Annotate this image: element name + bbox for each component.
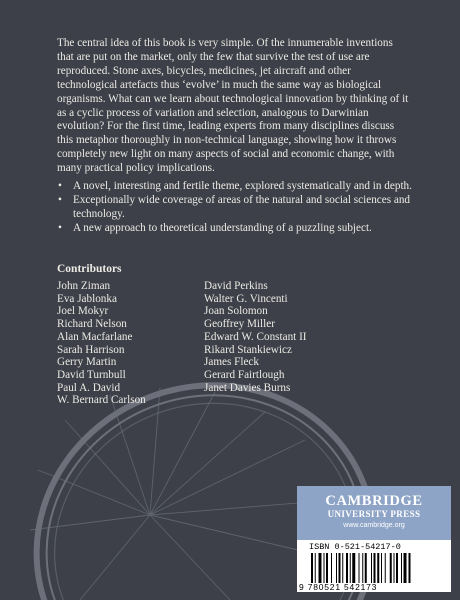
barcode-stripe (311, 553, 313, 583)
contributor-name: Edward W. Constant II (204, 330, 307, 343)
publisher-logo-block (297, 486, 451, 540)
list-item (57, 194, 417, 222)
barcode-stripe (365, 553, 367, 583)
contributor-name: Eva Jablonka (57, 292, 117, 305)
barcode-icon (311, 553, 439, 583)
barcode-stripe (371, 553, 372, 583)
barcode-stripe (401, 553, 402, 583)
contributor-name: Richard Nelson (57, 318, 127, 331)
barcode-stripe (409, 553, 411, 583)
contributor-name: James Fleck (204, 356, 259, 369)
contributor-name: W. Bernard Carlson (57, 394, 146, 407)
contributor-name: Gerry Martin (57, 356, 117, 369)
barcode-stripe (396, 553, 398, 583)
bullet-icon: • (58, 193, 62, 206)
contributor-name: Rikard Stankiewicz (204, 343, 292, 356)
isbn-label: ISBN 0-521-54217-0 (309, 542, 401, 552)
contributor-name: David Turnbull (57, 368, 126, 381)
barcode-stripe (326, 553, 328, 583)
barcode-stripe (381, 553, 382, 583)
contributor-name: Walter G. Vincenti (204, 292, 288, 305)
contributor-name: Alan Macfarlane (57, 330, 133, 343)
barcode-stripe (350, 553, 351, 583)
barcode-stripe (352, 553, 355, 583)
barcode-stripe (342, 553, 343, 583)
publisher-url: www.cambridge.org (343, 522, 405, 529)
bullet-icon: • (58, 180, 62, 192)
contributor-name: Geoffrey Miller (204, 318, 275, 331)
barcode-digits: 9 780521 542173 (299, 582, 378, 592)
contributors-list-right (204, 280, 307, 394)
contributor-name: Gerard Fairtlough (204, 368, 285, 381)
contributors-heading: Contributors (57, 263, 122, 275)
bullet-icon: • (58, 221, 62, 234)
contributor-name: David Perkins (204, 280, 268, 292)
contributor-name: Joel Mokyr (57, 305, 109, 318)
contributor-name: Sarah Harrison (57, 343, 125, 356)
feature-list (57, 180, 417, 236)
contributor-name: Janet Davies Burns (204, 381, 291, 394)
barcode-stripe (394, 553, 395, 583)
feature-text: A novel, interesting and fertile theme, explored systematically and in depth. (73, 180, 412, 192)
barcode-stripe (346, 553, 348, 583)
barcode-stripe (404, 553, 407, 583)
barcode-stripe (339, 553, 341, 583)
publisher-subtitle: UNIVERSITY PRESS (327, 509, 421, 519)
list-item (57, 180, 417, 194)
barcode-stripe (324, 553, 325, 583)
isbn-barcode-block (297, 540, 451, 592)
barcode-stripe (336, 553, 337, 583)
book-blurb: The central idea of this book is very simple. Of the innumerable inventions that are put on the market, only the few that survive the test of use are reproduced. Stone axes, bicycles, medicines, jet aircraft and other technological artefacts thus ‘evolve’ in much the same way as biological organisms. What can we learn about technological innovation by thinking of it as a cyclic process of variation and selection, analogous to Darwinian evolution? For the first time, leading experts from many disciplines discuss this metaphor thoroughly in non-technical language, showing how it throws completely new light on many aspects of social and economic change, with many practical policy implications. (57, 37, 409, 175)
barcode-stripe (319, 553, 322, 583)
publisher-name: CAMBRIDGE (325, 493, 423, 509)
contributor-name: John Ziman (57, 280, 111, 292)
barcode-stripe (331, 553, 332, 583)
barcode-stripe (359, 553, 360, 583)
barcode-stripe (390, 553, 392, 583)
contributor-name: Paul A. David (57, 381, 121, 394)
feature-text: A new approach to theoretical understanding of a puzzling subject. (73, 221, 372, 234)
barcode-stripe (377, 553, 379, 583)
barcode-stripe (315, 553, 316, 583)
feature-text: Exceptionally wide coverage of areas of the natural and social sciences and technology. (73, 193, 411, 220)
barcode-stripe (385, 553, 386, 583)
barcode-stripe (362, 553, 363, 583)
contributors-list-left (57, 280, 146, 407)
barcode-stripe (374, 553, 376, 583)
list-item (57, 222, 417, 236)
contributor-name: Joan Solomon (204, 305, 268, 318)
